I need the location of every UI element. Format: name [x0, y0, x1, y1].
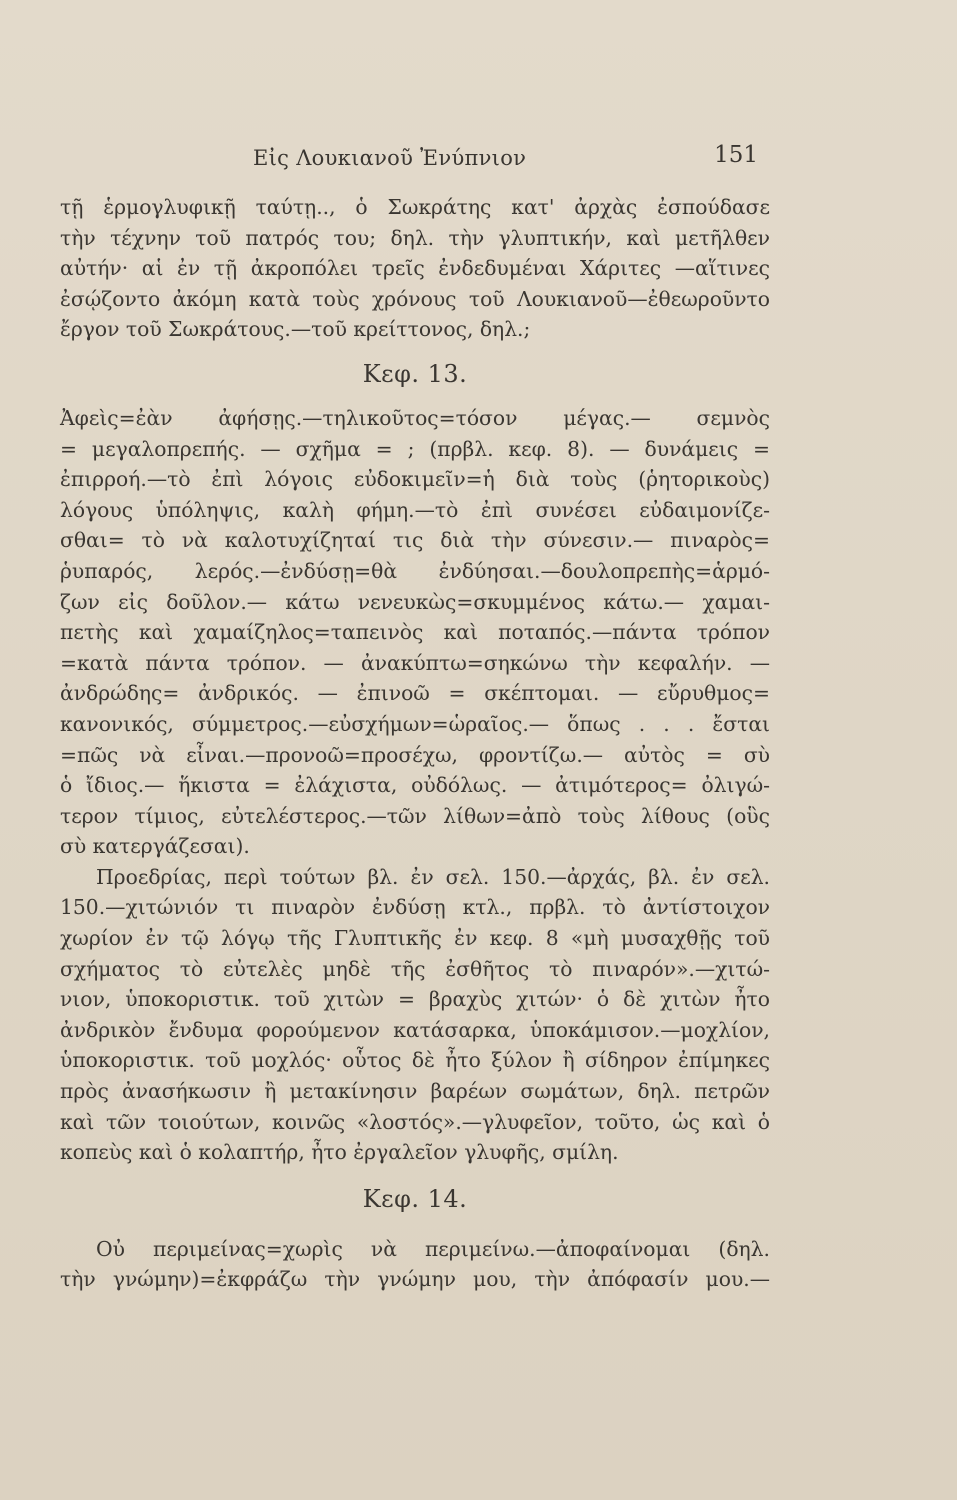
text-line: τερον τίμιος, εὐτελέστερος.—τῶν λίθων=ἀπὸ τοὺς λίθους (οὓς: [60, 803, 770, 828]
text-line: σὺ κατεργάζεσαι).: [60, 834, 250, 859]
text-line: ζων εἰς δοῦλον.— κάτω νενευκὼς=σκυμμένος κάτω.— χαμαι-: [60, 589, 770, 614]
text-line: =πῶς νὰ εἶναι.—προνοῶ=προσέχω, φροντίζω.— αὐτὸς = σὺ: [60, 742, 770, 767]
chapter-heading-14: Κεφ. 14.: [362, 1184, 468, 1213]
text-line: καὶ τῶν τοιούτων, κοινῶς «λοστός».—γλυφεῖον, τοῦτο, ὡς καὶ ὁ: [60, 1109, 770, 1134]
commentary-block-chapter-14: [60, 1234, 770, 1295]
text-line: =κατὰ πάντα τρόπον. — ἀνακύπτω=σηκώνω τὴν κεφαλήν. —: [60, 650, 770, 675]
text-line: ἐσῴζοντο ἀκόμη κατὰ τοὺς χρόνους τοῦ Λουκιανοῦ—ἐθεωροῦντο: [60, 286, 770, 311]
commentary-block-notes: [60, 862, 770, 1168]
text-line: αὐτήν· αἱ ἐν τῇ ἀκροπόλει τρεῖς ἐνδεδυμέναι Χάριτες —αἵτινες: [60, 256, 770, 281]
text-line: ἀνδρώδης= ἀνδρικός. — ἐπινοῶ = σκέπτομαι. — εὔρυθμος=: [60, 681, 770, 706]
text-line: σχήματος τὸ εὐτελὲς μηδὲ τῆς ἐσθῆτος τὸ πιναρόν».—χιτώ-: [60, 956, 770, 981]
text-line: ὁ ἴδιος.— ἥκιστα = ἐλάχιστα, οὐδόλως. — ἀτιμότερος= ὀλιγώ-: [60, 773, 770, 798]
page-body: [60, 192, 770, 1295]
commentary-block-intro: [60, 192, 770, 345]
chapter-heading-13: Κεφ. 13.: [362, 359, 468, 388]
text-line: ἔργον τοῦ Σωκράτους.—τοῦ κρείττονος, δηλ.;: [60, 317, 531, 342]
text-line: 150.—χιτώνιόν τι πιναρὸν ἐνδύσῃ κτλ., πρβλ. τὸ ἀντίστοιχον: [60, 895, 770, 920]
text-line: = μεγαλοπρεπής. — σχῆμα = ; (πρβλ. κεφ. 8). — δυνάμεις =: [60, 436, 770, 461]
text-line: τῇ ἑρμογλυφικῇ ταύτῃ.., ὁ Σωκράτης κατ' ἀρχὰς ἐσπούδασε: [60, 195, 770, 219]
text-line: σθαι= τὸ νὰ καλοτυχίζηταί τις διὰ τὴν σύνεσιν.— πιναρὸς=: [60, 528, 770, 553]
text-line: πετὴς καὶ χαμαίζηλος=ταπεινὸς καὶ ποταπός.—πάντα τρόπον: [60, 620, 770, 645]
text-line: κανονικός, σύμμετρος.—εὐσχήμων=ὡραῖος.— ὅπως . . . ἔσται: [60, 711, 770, 736]
text-line: Προεδρίας, περὶ τούτων βλ. ἐν σελ. 150.—ἀρχάς, βλ. ἐν σελ.: [96, 864, 770, 889]
text-line: νιον, ὑποκοριστικ. τοῦ χιτὼν = βραχὺς χιτών· ὁ δὲ χιτὼν ἦτο: [60, 987, 770, 1012]
text-line: λόγους ὑπόληψις, καλὴ φήμη.—τὸ ἐπὶ συνέσει εὐδαιμονίζε-: [60, 497, 770, 522]
text-line: τὴν γνώμην)=ἐκφράζω τὴν γνώμην μου, τὴν ἀπόφασίν μου.—: [60, 1267, 770, 1292]
text-line: πρὸς ἀνασήκωσιν ἢ μετακίνησιν βαρέων σωμάτων, δηλ. πετρῶν: [60, 1079, 770, 1104]
page-header: [58, 142, 758, 182]
running-title: Εἰς Λουκιανοῦ Ἐνύπνιον: [253, 146, 527, 170]
text-line: ἐπιρροή.—τὸ ἐπὶ λόγοις εὐδοκιμεῖν=ἡ διὰ τοὺς (ῥητορικοὺς): [60, 467, 770, 492]
commentary-block-chapter-13: [60, 403, 770, 862]
page-number: 151: [714, 142, 758, 168]
text-line: Ἀφεὶς=ἐὰν ἀφήσῃς.—τηλικοῦτος=τόσον μέγας.— σεμνὸς: [60, 405, 770, 430]
text-line: Οὐ περιμείνας=χωρὶς νὰ περιμείνω.—ἀποφαίνομαι (δηλ.: [96, 1236, 770, 1261]
text-line: ῥυπαρός, λερός.—ἐνδύσῃ=θὰ ἐνδύησαι.—δουλοπρεπὴς=ἁρμό-: [60, 558, 770, 583]
text-line: χωρίον ἐν τῷ λόγῳ τῆς Γλυπτικῆς ἐν κεφ. 8 «μὴ μυσαχθῇς τοῦ: [60, 926, 770, 951]
text-line: τὴν τέχνην τοῦ πατρός του; δηλ. τὴν γλυπτικήν, καὶ μετῆλθεν: [60, 225, 770, 250]
text-line: ὑποκοριστικ. τοῦ μοχλός· οὗτος δὲ ἦτο ξύλον ἢ σίδηρον ἐπίμηκες: [60, 1048, 770, 1073]
text-line: κοπεὺς καὶ ὁ κολαπτήρ, ἦτο ἐργαλεῖον γλυφῆς, σμίλη.: [60, 1140, 619, 1165]
text-line: ἀνδρικὸν ἔνδυμα φορούμενον κατάσαρκα, ὑποκάμισον.—μοχλίον,: [60, 1017, 770, 1042]
